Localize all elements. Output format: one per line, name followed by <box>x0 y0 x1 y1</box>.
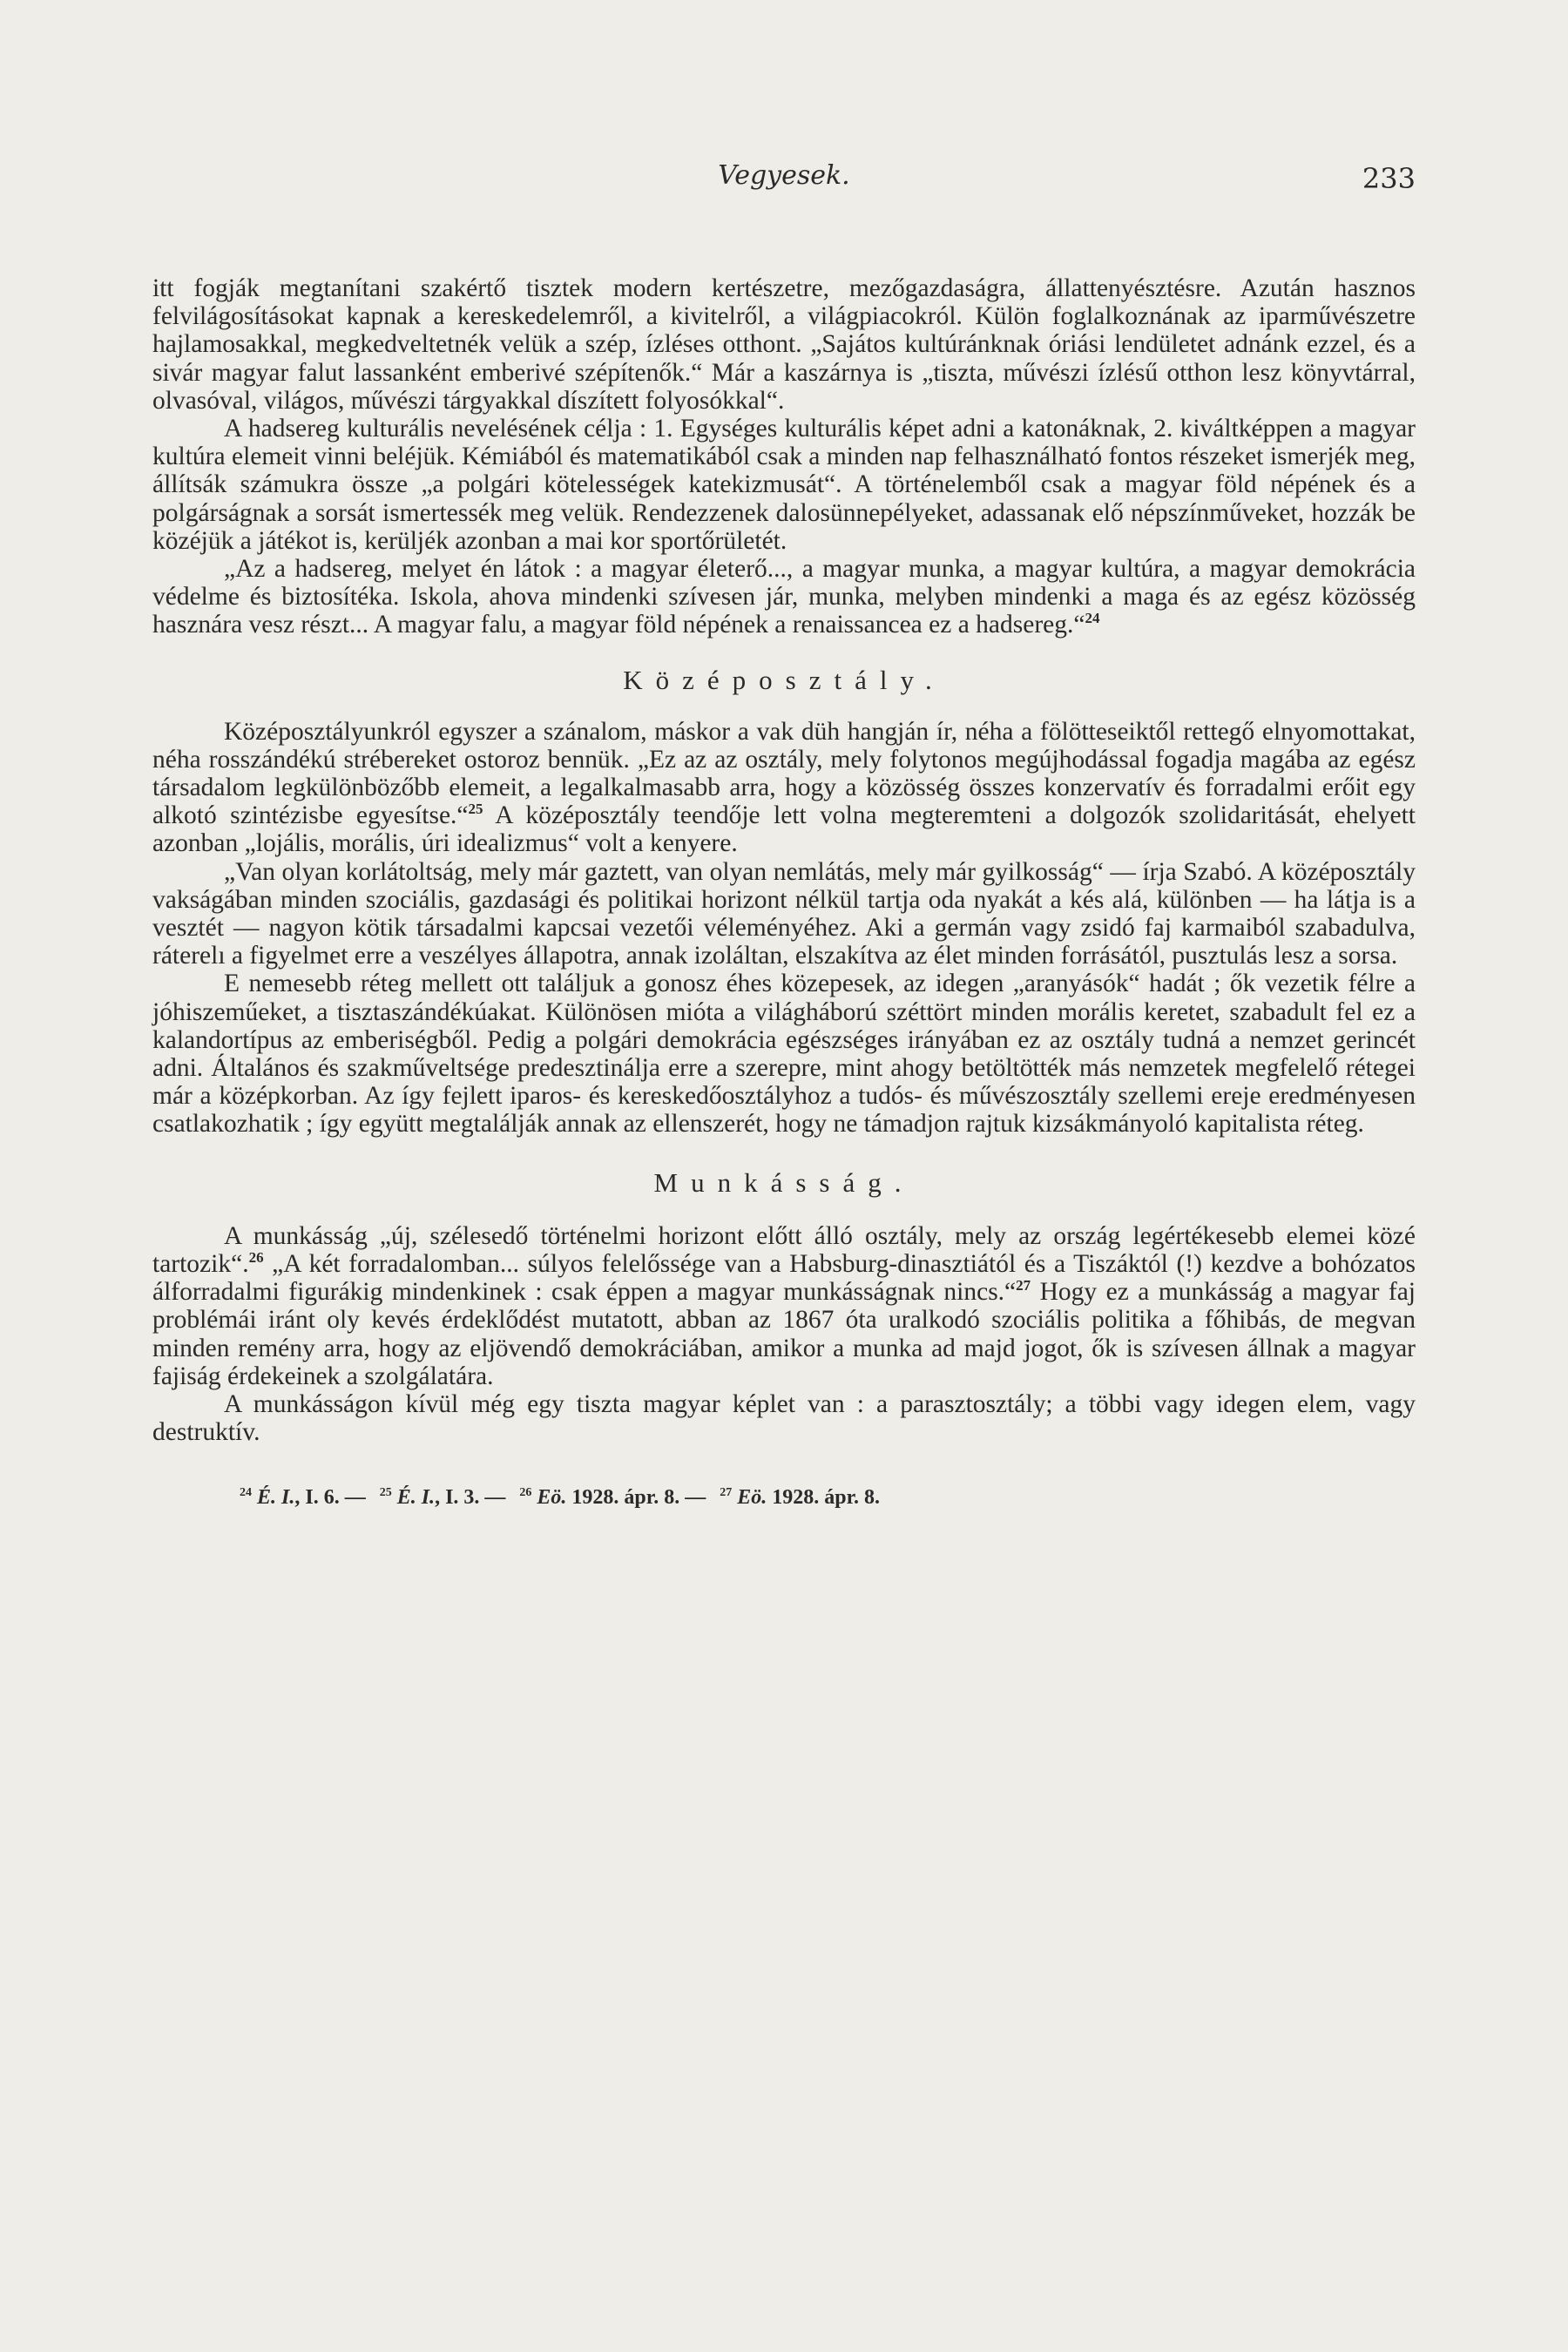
footnote-number: 25 <box>379 1486 392 1500</box>
footnote-text: , I. 6. — <box>294 1486 366 1510</box>
footnote <box>240 1486 366 1509</box>
paragraph-text: Középosztályunkról egyszer a szánalom, máskor a vak düh hangján ír, néha a fölötteseiktől rettegő elnyomottakat, néha rosszándékú strébereket ostoroz bennük. „Ez az az osztály, mely folytonos megújhodással fogadja magába az egész társadalom legkülönbözőbb elemeit, a legalkalmasabb arra, hogy a közösség összes konzervatív és forradalmi erőit egy alkotó szintézisbe egyesítse.“ <box>152 717 1416 830</box>
section-heading-munkassag: Munkásság. <box>653 1166 915 1198</box>
footnote-ref: 25 <box>468 801 483 818</box>
footnote <box>519 1486 706 1509</box>
running-title: Vegyesek. <box>718 160 850 191</box>
body-text <box>152 274 1416 1511</box>
paragraph: A hadsereg kulturális nevelésének célja : 1. Egységes kulturális képet adni a katonáknak, 2. kiváltképpen a magyar kultúra elemeit vinni beléjük. Kémiából és matematikából csak a minden nap felhasználható fontos részeket ismerjék meg, állítsák számukra össze „a polgári kötelességek katekizmusát“. A történelemből csak a magyar föld népének és a polgárságnak a sorsát ismertessék meg velük. Rendezzenek dalosünnepélyeket, adassanak elő népszínműveket, hozzák be közéjük a játékot is, kerüljék azonban a mai kor sportőrületét. <box>152 415 1416 555</box>
page-header <box>152 155 1416 199</box>
footnote-text: , I. 3. — <box>435 1486 506 1510</box>
footnote-source: Eö. <box>537 1486 567 1510</box>
footnote <box>720 1486 880 1509</box>
footnote-ref: 27 <box>1016 1277 1031 1294</box>
paragraph <box>152 555 1416 639</box>
footnote-text: 1928. ápr. 8. — <box>566 1486 706 1510</box>
paragraph: E nemesebb réteg mellett ott találjuk a gonosz éhes közepesek, az idegen „aranyásók“ hadát ; ők vezetik félre a jóhiszeműeket, a tisztaszándékúakat. Különösen mióta a világháború széttört minden morális keretet, szabadult fel ez a kalandortípus az emberiségből. Pedig a polgári demokrácia egészséges irányában ez az osztály tudná a nemzet gerincét adni. Általános és szakműveltsége predesztinálja erre a szerepre, mint ahogy betöltötték más nemzetek megfelelő rétegei már a középkorban. Az így fejlett iparos- és kereskedőosztályhoz a tudós- és művészosztály szellemi ereje eredményesen csatlakozhatik ; így együtt megtalálják annak az ellenszerét, hogy ne támadjon rajtuk kizsákmányoló kapitalista réteg. <box>152 970 1416 1139</box>
paragraph: A munkásságon kívül még egy tiszta magyar képlet van : a parasztosztály; a többi vagy idegen elem, vagy destruktív. <box>152 1389 1416 1447</box>
paragraph <box>152 1222 1416 1390</box>
footnote <box>380 1486 506 1509</box>
footnote-ref: 24 <box>1085 610 1100 627</box>
footnote-source: Eö. <box>737 1486 767 1510</box>
footnote-number: 26 <box>519 1486 532 1500</box>
footnotes <box>152 1484 1416 1511</box>
paragraph-text: Hogy ez a munkásság a magyar faj problémái iránt oly kevés érdeklődést mutatott, abban az 1867 óta uralkodó szociális politika a főhibás, de megvan minden remény arra, hogy az eljövendő demokráciában, amikor a munka ad majd jogot, ők is szívesen állnak a magyar fajiság érdekeinek a szolgálatára. <box>152 1278 1416 1390</box>
footnote-source: É. I. <box>257 1486 295 1510</box>
section-heading-kozeposztaly: Középosztály. <box>623 664 945 695</box>
paragraph-text: A középosztály teendője lett volna megteremteni a dolgozók szolidaritását, ehelyett azonban „lojális, morális, úri idealizmus“ volt a kenyere. <box>152 801 1416 858</box>
footnote-number: 27 <box>720 1486 733 1500</box>
footnote-ref: 26 <box>248 1249 264 1267</box>
paragraph-text: „Az a hadsereg, melyet én látok : a magyar életerő..., a magyar munka, a magyar kultúra, a magyar demokrácia védelme és biztosítéka. Iskola, ahova mindenki szívesen jár, munka, melyben mindenki a maga és az egész közösség hasznára vesz részt... A magyar falu, a magyar föld népének a renaissancea ez a hadsereg.“ <box>152 555 1416 639</box>
footnote-number: 24 <box>240 1486 252 1500</box>
footnote-text: 1928. ápr. 8. <box>767 1486 881 1510</box>
paragraph-text: A munkásság „új, szélesedő történelmi horizont előtt álló osztály, mely az ország legértékesebb elemei közé tartozik“. <box>152 1221 1416 1278</box>
page-number: 233 <box>1362 162 1416 195</box>
paragraph <box>152 718 1416 858</box>
paragraph-text: „A két forradalomban... súlyos felelőssége van a Habsburg-dinasztiától és a Tiszáktól (!) kezdve a bohózatos álforradalmi figurákig mindenkinek : csak éppen a magyar munkásságnak nincs.“ <box>152 1249 1416 1307</box>
footnote-source: É. I. <box>396 1486 436 1510</box>
paragraph: „Van olyan korlátoltság, mely már gaztett, van olyan nemlátás, mely már gyilkosság“ — írja Szabó. A középosztály vakságában minden szociális, gazdasági és politikai horizont nélkül tartja oda nyakát a kés alá, különben — ha látja is a vesztét — nagyon kötik társadalmi kapcsai vezetői véleményéhez. Aki a germán vagy zsidó faj karmaiból szabadulva, ráterelı a figyelmet erre a veszélyes állapotra, annak izoláltan, elszakítva az élet minden forrásától, pusztulás lesz a sorsa. <box>152 857 1416 970</box>
paragraph: itt fogják megtanítani szakértő tisztek modern kertészetre, mezőgazdaságra, állattenyésztésre. Azután hasznos felvilágosításokat kapnak a kereskedelemről, a kivitelről, a világpiacokról. Külön foglalkoznának az iparművészetre hajlamosakkal, megkedveltetnék velük a szép, ízléses otthont. „Sajátos kultúránknak óriási lendületet adnánk ezzel, és a sivár magyar falut lassanként emberivé szépítenők.“ Már a kaszárnya is „tiszta, művészi ízlésű otthon lesz könyvtárral, olvasóval, világos, művészi tárgyakkal díszített folyosókkal“. <box>152 274 1416 415</box>
